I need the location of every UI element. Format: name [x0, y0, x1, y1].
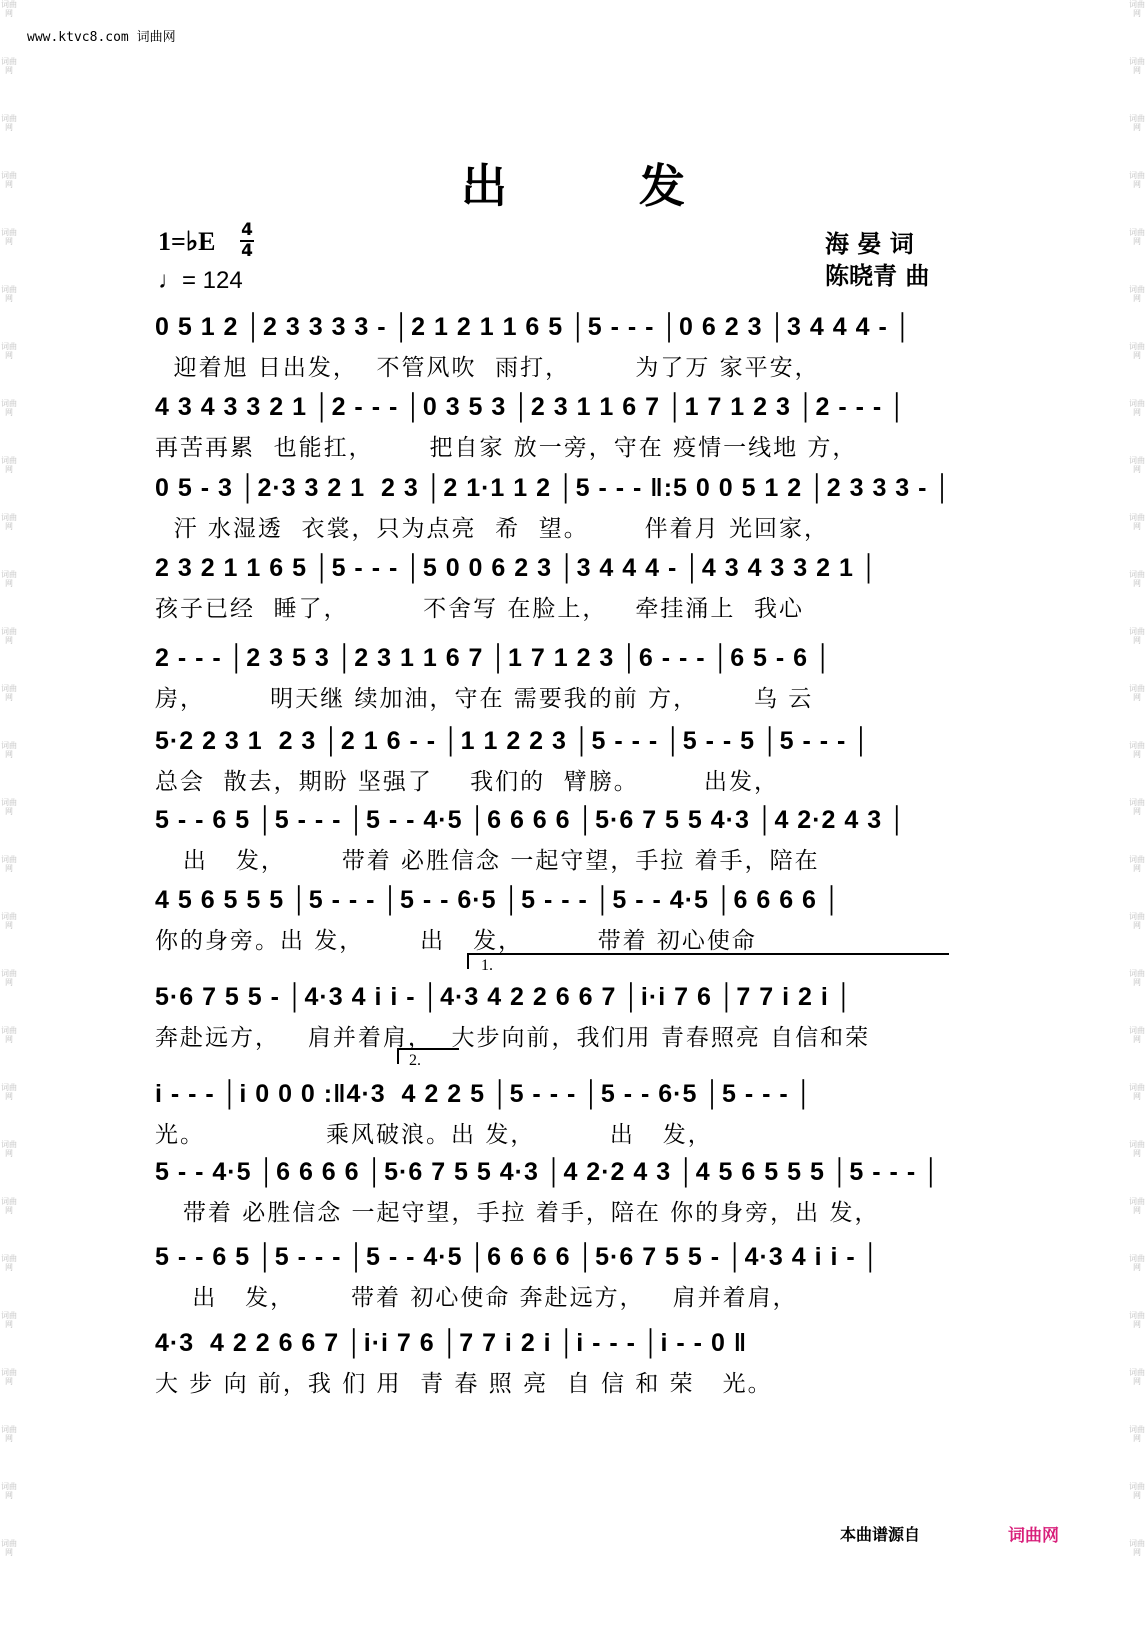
watermark-text: 词曲网	[1129, 1368, 1145, 1386]
notes-line: 4 3 4 3 3 2 1 │2 - - - │0 3 5 3 │2 3 1 1 6 7 │1 7 1 2 3 │2 - - - │	[155, 393, 907, 421]
watermark-text: 词曲网	[1, 1311, 17, 1329]
notes-line: 5 - - 4·5 │6 6 6 6 │5·6 7 5 5 4·3 │4 2·2 4 3 │4 5 6 5 5 5 │5 - - - │	[155, 1158, 941, 1186]
time-signature-bottom: 4	[241, 241, 253, 261]
site-url: www.ktvc8.com 词曲网	[27, 30, 176, 45]
lyricist-credit: 海 晏 词	[825, 230, 914, 258]
watermark-text: 词曲网	[1, 1425, 17, 1443]
song-title: 出 发	[460, 159, 743, 213]
watermark-text: 词曲网	[1129, 969, 1145, 987]
lyric-line: 出 发， 带着 必胜信念 一起守望，手拉 着手，陪在	[155, 848, 820, 874]
watermark-text: 词曲网	[1, 912, 17, 930]
notes-line: 2 3 2 1 1 6 5 │5 - - - │5 0 0 6 2 3 │3 4 4 4 - │4 3 4 3 3 2 1 │	[155, 554, 879, 582]
watermark-text: 词曲网	[1129, 1482, 1145, 1500]
lyric-line: 大 步 向 前，我 们 用 青 春 照 亮 自 信 和 荣 光。	[155, 1371, 773, 1397]
watermark-text: 词曲网	[1129, 1026, 1145, 1044]
watermark-text: 词曲网	[1, 228, 17, 246]
notes-line: 4 5 6 5 5 5 │5 - - - │5 - - 6·5 │5 - - - │5 - - 4·5 │6 6 6 6 │	[155, 886, 842, 914]
notes-line: 5 - - 6 5 │5 - - - │5 - - 4·5 │6 6 6 6 │5·6 7 5 5 4·3 │4 2·2 4 3 │	[155, 806, 907, 834]
watermark-text: 词曲网	[1, 627, 17, 645]
watermark-text: 词曲网	[1129, 1539, 1145, 1557]
watermark-text: 词曲网	[1129, 741, 1145, 759]
watermark-text: 词曲网	[1129, 1425, 1145, 1443]
credits	[825, 228, 929, 292]
watermark-text: 词曲网	[1, 969, 17, 987]
lyric-line: 出 发， 带着 初心使命 奔赴远方， 肩并着肩，	[155, 1285, 798, 1311]
notes-line: 4·3 4 2 2 6 6 7 │i·i 7 6 │7 7 i 2 i │i - - - │i - - 0 ‖	[155, 1329, 748, 1357]
watermark-right	[1128, 0, 1146, 1637]
first-ending-label: 1.	[481, 957, 493, 974]
second-ending-bracket	[397, 1048, 459, 1069]
watermark-text: 词曲网	[1, 570, 17, 588]
lyric-line: 房， 明天继 续加油，守在 需要我的前 方， 乌 云	[155, 686, 814, 712]
watermark-text: 词曲网	[1, 684, 17, 702]
watermark-text: 词曲网	[1129, 456, 1145, 474]
watermark-text: 词曲网	[1129, 1254, 1145, 1272]
watermark-left	[0, 0, 18, 1637]
watermark-text: 词曲网	[1129, 1140, 1145, 1158]
notes-line: 0 5 1 2 │2 3 3 3 3 - │2 1 2 1 1 6 5 │5 - - - │0 6 2 3 │3 4 4 4 - │	[155, 313, 913, 341]
notes-line: 5·2 2 3 1 2 3 │2 1 6 - - │1 1 2 2 3 │5 - - - │5 - - 5 │5 - - - │	[155, 727, 871, 755]
second-ending-label: 2.	[409, 1052, 421, 1069]
lyric-line: 汗 水湿透 衣裳，只为点亮 希 望。 伴着月 光回家，	[155, 516, 829, 542]
watermark-text: 词曲网	[1129, 1083, 1145, 1101]
watermark-text: 词曲网	[1129, 228, 1145, 246]
time-signature-top: 4	[241, 220, 253, 240]
watermark-text: 词曲网	[1129, 57, 1145, 75]
watermark-text: 词曲网	[1, 57, 17, 75]
lyric-line: 总会 散去，期盼 坚强了 我们的 臂膀。 出发，	[155, 769, 779, 795]
watermark-text: 词曲网	[1, 1254, 17, 1272]
composer-credit: 陈晓青 曲	[825, 262, 930, 290]
lyric-line: 光。 乘风破浪。出 发， 出 发，	[155, 1122, 713, 1148]
time-signature	[240, 222, 254, 260]
watermark-text: 词曲网	[1129, 114, 1145, 132]
watermark-text: 词曲网	[1, 399, 17, 417]
watermark-text: 词曲网	[1, 171, 17, 189]
watermark-text: 词曲网	[1, 513, 17, 531]
watermark-text: 词曲网	[1129, 1197, 1145, 1215]
watermark-text: 词曲网	[1, 1539, 17, 1557]
watermark-text: 词曲网	[1, 1140, 17, 1158]
lyric-line: 奔赴远方， 肩并着肩， 大步向前，我们用 青春照亮 自信和荣	[155, 1025, 871, 1051]
notes-line: 2 - - - │2 3 5 3 │2 3 1 1 6 7 │1 7 1 2 3 │6 - - - │6 5 - 6 │	[155, 644, 833, 672]
watermark-text: 词曲网	[1, 1197, 17, 1215]
lyric-line: 带着 必胜信念 一起守望，手拉 着手，陪在 你的身旁，出 发，	[155, 1200, 880, 1226]
notes-line: 0 5 - 3 │2·3 3 2 1 2 3 │2 1·1 1 2 │5 - - - ‖:5 0 0 5 1 2 │2 3 3 3 - │	[155, 474, 953, 502]
watermark-text: 词曲网	[1, 342, 17, 360]
watermark-text: 词曲网	[1, 1482, 17, 1500]
watermark-text: 词曲网	[1129, 399, 1145, 417]
footer-logo: 词曲网	[1008, 1526, 1059, 1546]
watermark-text: 词曲网	[1129, 0, 1145, 18]
watermark-text: 词曲网	[1129, 570, 1145, 588]
watermark-text: 词曲网	[1129, 627, 1145, 645]
watermark-text: 词曲网	[1, 285, 17, 303]
watermark-text: 词曲网	[1129, 855, 1145, 873]
watermark-text: 词曲网	[1, 1368, 17, 1386]
lyric-line: 你的身旁。出 发， 出 发， 带着 初心使命	[155, 928, 757, 954]
watermark-text: 词曲网	[1, 855, 17, 873]
watermark-text: 词曲网	[1129, 1311, 1145, 1329]
key-signature: 1=♭E	[158, 227, 216, 256]
watermark-text: 词曲网	[1129, 342, 1145, 360]
watermark-text: 词曲网	[1129, 798, 1145, 816]
tempo-marking: ♩= 124	[158, 267, 243, 294]
watermark-text: 词曲网	[1129, 513, 1145, 531]
lyric-line: 迎着旭 日出发， 不管风吹 雨打， 为了万 家平安，	[155, 355, 820, 381]
watermark-text: 词曲网	[1, 456, 17, 474]
lyric-line: 再苦再累 也能扛， 把自家 放一旁，守在 疫情一线地 方，	[155, 435, 858, 461]
watermark-text: 词曲网	[1129, 912, 1145, 930]
watermark-text: 词曲网	[1129, 171, 1145, 189]
watermark-text: 词曲网	[1, 1083, 17, 1101]
watermark-text: 词曲网	[1129, 684, 1145, 702]
notes-line: i - - - │i 0 0 0 :‖4·3 4 2 2 5 │5 - - - │5 - - 6·5 │5 - - - │	[155, 1080, 814, 1108]
footer-source: 本曲谱源自	[840, 1525, 921, 1544]
watermark-text: 词曲网	[1, 741, 17, 759]
watermark-text: 词曲网	[1, 0, 17, 18]
watermark-text: 词曲网	[1, 798, 17, 816]
notes-line: 5 - - 6 5 │5 - - - │5 - - 4·5 │6 6 6 6 │5·6 7 5 5 - │4·3 4 i i - │	[155, 1243, 881, 1271]
watermark-text: 词曲网	[1129, 285, 1145, 303]
watermark-text: 词曲网	[1, 114, 17, 132]
notes-line: 5·6 7 5 5 - │4·3 4 i i - │4·3 4 2 2 6 6 7 │i·i 7 6 │7 7 i 2 i │	[155, 983, 854, 1011]
first-ending-bracket	[467, 953, 949, 974]
watermark-text: 词曲网	[1, 1026, 17, 1044]
lyric-line: 孩子已经 睡了， 不舍写 在脸上， 牵挂涌上 我心	[155, 596, 804, 622]
